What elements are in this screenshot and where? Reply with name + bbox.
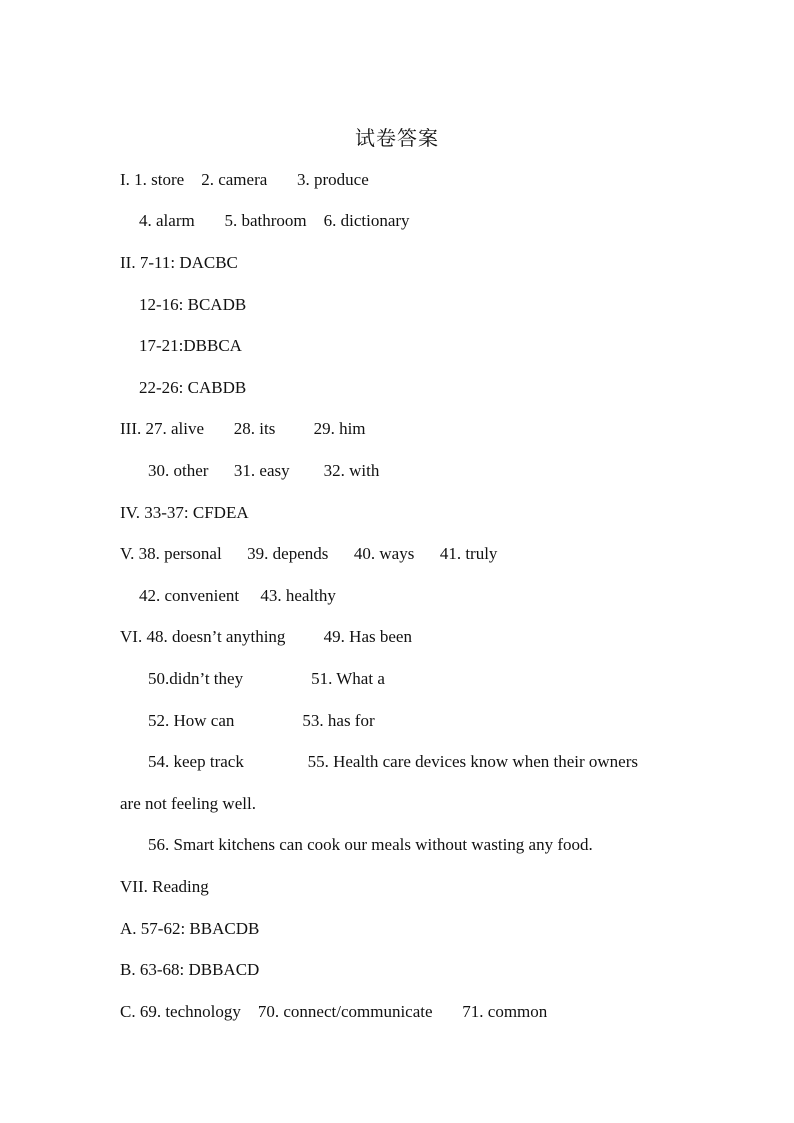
answer-line-2: 4. alarm 5. bathroom 6. dictionary (139, 211, 410, 230)
answer-line-11: 42. convenient 43. healthy (139, 586, 336, 605)
answer-line-7: III. 27. alive 28. its 29. him (120, 419, 366, 438)
answer-line-14: 52. How can 53. has for (148, 711, 375, 730)
answer-line-18: VII. Reading (120, 877, 209, 896)
answer-line-1: I. 1. store 2. camera 3. produce (120, 170, 369, 189)
answer-line-5: 17-21:DBBCA (139, 336, 242, 355)
answer-line-9: IV. 33-37: CFDEA (120, 503, 249, 522)
answer-line-4: 12-16: BCADB (139, 295, 247, 314)
answer-line-20: B. 63-68: DBBACD (120, 960, 260, 979)
answer-line-16: are not feeling well. (120, 794, 256, 813)
answer-line-21: C. 69. technology 70. connect/communicate 71. common (120, 1002, 548, 1021)
page-title: 试卷答案 (355, 126, 439, 150)
answer-line-17: 56. Smart kitchens can cook our meals without wasting any food. (148, 835, 593, 854)
answer-line-10: V. 38. personal 39. depends 40. ways 41. truly (120, 544, 498, 563)
answer-line-6: 22-26: CABDB (139, 378, 247, 397)
answer-line-13: 50.didn’t they 51. What a (148, 669, 385, 688)
answer-line-19: A. 57-62: BBACDB (120, 919, 260, 938)
answer-line-8: 30. other 31. easy 32. with (148, 461, 380, 480)
answer-line-3: II. 7-11: DACBC (120, 253, 238, 272)
answer-line-15: 54. keep track 55. Health care devices know when their owners (148, 752, 639, 771)
answer-line-12: VI. 48. doesn’t anything 49. Has been (120, 627, 412, 646)
